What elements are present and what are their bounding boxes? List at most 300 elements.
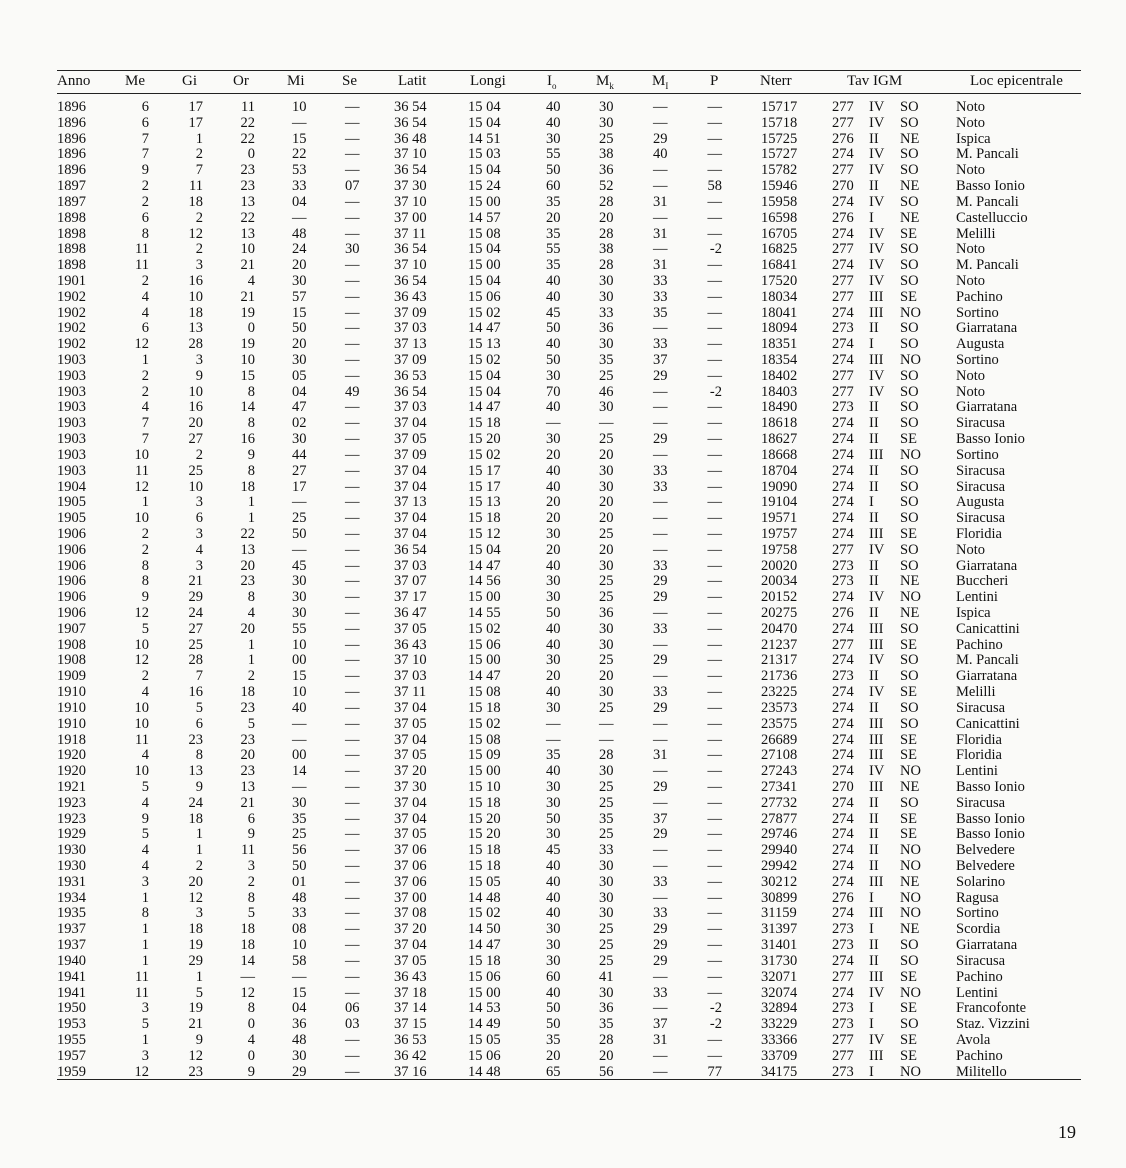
- cell-se: —: [345, 462, 360, 479]
- cell-tav-quad: II: [869, 937, 879, 954]
- cell-longi: 14 53: [468, 1000, 501, 1017]
- cell-longi: 14 48: [468, 1063, 501, 1080]
- cell-tav-quad: II: [869, 557, 879, 574]
- table-row: [57, 495, 1081, 511]
- cell-mi2: —: [653, 446, 668, 463]
- cell-nterr: 18704: [761, 462, 798, 479]
- cell-tav-quad: I: [869, 336, 874, 353]
- table-row: [57, 906, 1081, 922]
- cell-tav-quad: III: [869, 905, 884, 922]
- cell-or: 21: [240, 288, 255, 305]
- table-row: [57, 385, 1081, 401]
- cell-io: 20: [546, 541, 561, 558]
- cell-gi: 16: [188, 684, 203, 701]
- cell-mi: 17: [292, 478, 307, 495]
- cell-nterr: 29942: [761, 858, 798, 874]
- table-row: [57, 448, 1081, 464]
- cell-mi: 10: [292, 636, 307, 653]
- cell-se: —: [345, 446, 360, 463]
- cell-me: 4: [141, 399, 149, 416]
- cell-or: 1: [247, 652, 255, 669]
- cell-tav-dir: SE: [900, 288, 917, 305]
- cell-io: 20: [546, 1047, 561, 1064]
- cell-se: —: [345, 684, 360, 701]
- cell-mi2: 29: [653, 826, 668, 843]
- cell-mi2: —: [653, 763, 668, 780]
- cell-tav-quad: III: [869, 747, 884, 764]
- cell-anno: 1918: [57, 731, 86, 748]
- cell-tav-quad: IV: [869, 1031, 885, 1048]
- table-row: [57, 717, 1081, 733]
- cell-mk: 46: [599, 383, 614, 400]
- table-row: [57, 796, 1081, 812]
- cell-tav-sheet: 274: [832, 699, 854, 716]
- cell-loc: Noto: [956, 99, 985, 115]
- cell-tav-quad: IV: [869, 162, 885, 179]
- cell-me: 7: [141, 146, 149, 163]
- cell-mk: 25: [599, 952, 614, 969]
- cell-or: 8: [247, 889, 255, 906]
- cell-io: 50: [546, 1000, 561, 1017]
- cell-nterr: 18490: [761, 399, 798, 416]
- cell-longi: 15 13: [468, 494, 501, 511]
- cell-mk: 35: [599, 1016, 614, 1033]
- cell-nterr: 31159: [761, 905, 797, 922]
- cell-io: 50: [546, 810, 561, 827]
- cell-or: 10: [240, 352, 255, 368]
- table-row: [57, 242, 1081, 258]
- cell-mi2: —: [653, 636, 668, 653]
- cell-mi2: —: [653, 178, 668, 195]
- cell-me: 11: [135, 257, 149, 274]
- cell-mk: 30: [599, 620, 614, 637]
- cell-mi: 14: [292, 763, 307, 780]
- cell-anno: 1930: [57, 858, 86, 874]
- cell-gi: 17: [188, 114, 203, 131]
- cell-tav-quad: III: [869, 352, 884, 368]
- header-latit: Latit: [398, 73, 427, 89]
- cell-gi: 3: [195, 525, 203, 542]
- cell-tav-sheet: 274: [832, 257, 854, 274]
- cell-mi2: —: [653, 209, 668, 226]
- cell-io: 40: [546, 99, 561, 115]
- cell-me: 10: [134, 699, 149, 716]
- cell-p: —: [707, 415, 722, 432]
- cell-anno: 1957: [57, 1047, 86, 1064]
- cell-anno: 1902: [57, 336, 86, 353]
- cell-or: 0: [247, 1016, 255, 1033]
- cell-mk: 30: [599, 858, 614, 874]
- cell-mi2: 31: [653, 1031, 668, 1048]
- cell-se: —: [345, 1063, 360, 1080]
- cell-me: 1: [141, 952, 149, 969]
- cell-gi: 25: [188, 462, 203, 479]
- cell-or: 23: [240, 573, 255, 590]
- cell-loc: Siracusa: [956, 794, 1006, 811]
- table-row: [57, 559, 1081, 575]
- cell-latit: 37 18: [394, 984, 427, 1001]
- cell-or: 18: [240, 937, 255, 954]
- cell-longi: 15 05: [468, 1031, 501, 1048]
- cell-me: 2: [141, 383, 149, 400]
- cell-latit: 37 04: [394, 794, 427, 811]
- cell-anno: 1937: [57, 937, 86, 954]
- cell-nterr: 15782: [761, 162, 798, 179]
- cell-latit: 37 30: [394, 178, 427, 195]
- cell-se: —: [345, 431, 360, 448]
- cell-gi: 9: [195, 778, 203, 795]
- cell-tav-quad: II: [869, 510, 879, 527]
- cell-mk: 30: [599, 288, 614, 305]
- cell-or: 8: [247, 383, 255, 400]
- cell-tav-sheet: 274: [832, 715, 854, 732]
- cell-tav-quad: I: [869, 921, 874, 938]
- cell-loc: Augusta: [956, 336, 1005, 353]
- cell-loc: Ispica: [956, 605, 991, 621]
- cell-tav-quad: III: [869, 636, 884, 653]
- cell-anno: 1910: [57, 684, 86, 701]
- cell-or: 11: [241, 842, 255, 859]
- cell-tav-sheet: 273: [832, 557, 854, 574]
- cell-me: 2: [141, 541, 149, 558]
- cell-latit: 37 10: [394, 652, 427, 669]
- cell-mi2: —: [653, 794, 668, 811]
- cell-tav-sheet: 274: [832, 478, 854, 495]
- cell-tav-sheet: 274: [832, 431, 854, 448]
- cell-tav-dir: SO: [900, 541, 919, 558]
- cell-io: 30: [546, 921, 561, 938]
- cell-mk: 30: [599, 763, 614, 780]
- cell-mk: 20: [599, 1047, 614, 1064]
- cell-gi: 18: [188, 921, 203, 938]
- cell-latit: 37 05: [394, 952, 427, 969]
- cell-nterr: 18041: [761, 304, 798, 321]
- cell-nterr: 34175: [761, 1063, 798, 1080]
- cell-or: 23: [240, 731, 255, 748]
- cell-anno: 1896: [57, 162, 86, 179]
- cell-mk: 38: [599, 241, 614, 258]
- cell-longi: 15 02: [468, 620, 501, 637]
- cell-loc: Staz. Vizzini: [956, 1016, 1030, 1033]
- cell-tav-quad: II: [869, 668, 879, 685]
- cell-latit: 37 06: [394, 873, 427, 890]
- cell-se: —: [345, 968, 360, 985]
- cell-p: —: [707, 1047, 722, 1064]
- cell-tav-quad: II: [869, 130, 879, 147]
- cell-latit: 37 13: [394, 494, 427, 511]
- cell-tav-quad: II: [869, 858, 879, 874]
- cell-tav-quad: IV: [869, 652, 885, 669]
- cell-gi: 3: [195, 905, 203, 922]
- cell-anno: 1903: [57, 383, 86, 400]
- cell-se: 06: [345, 1000, 360, 1017]
- cell-tav-quad: III: [869, 1047, 884, 1064]
- cell-or: 9: [247, 1063, 255, 1080]
- cell-latit: 36 54: [394, 272, 427, 289]
- cell-or: 13: [240, 193, 255, 210]
- table-row: [57, 416, 1081, 432]
- cell-mi: 15: [292, 668, 307, 685]
- cell-anno: 1896: [57, 114, 86, 131]
- cell-mi2: 29: [653, 937, 668, 954]
- cell-latit: 37 16: [394, 1063, 427, 1080]
- cell-latit: 37 09: [394, 304, 427, 321]
- table-row: [57, 606, 1081, 622]
- cell-mk: 28: [599, 1031, 614, 1048]
- cell-mk: 28: [599, 193, 614, 210]
- cell-me: 4: [141, 684, 149, 701]
- table-row: [57, 116, 1081, 132]
- cell-loc: M. Pancali: [956, 146, 1019, 163]
- cell-tav-quad: IV: [869, 367, 885, 384]
- cell-io: 30: [546, 652, 561, 669]
- cell-anno: 1898: [57, 225, 86, 242]
- cell-io: 30: [546, 525, 561, 542]
- cell-latit: 37 04: [394, 810, 427, 827]
- cell-tav-dir: NO: [900, 905, 921, 922]
- cell-tav-quad: II: [869, 794, 879, 811]
- cell-anno: 1906: [57, 605, 86, 621]
- cell-p: —: [707, 510, 722, 527]
- cell-tav-quad: I: [869, 1000, 874, 1017]
- cell-loc: Floridia: [956, 747, 1002, 764]
- cell-p: —: [707, 952, 722, 969]
- cell-tav-sheet: 277: [832, 968, 854, 985]
- cell-se: —: [345, 747, 360, 764]
- cell-mk: 20: [599, 494, 614, 511]
- cell-latit: 37 17: [394, 589, 427, 606]
- cell-mi: 22: [292, 146, 307, 163]
- cell-latit: 37 05: [394, 431, 427, 448]
- cell-io: 35: [546, 193, 561, 210]
- cell-mk: 25: [599, 937, 614, 954]
- cell-longi: 15 17: [468, 462, 501, 479]
- cell-mk: 25: [599, 573, 614, 590]
- cell-longi: 15 00: [468, 984, 501, 1001]
- cell-longi: 15 17: [468, 478, 501, 495]
- cell-or: 1: [247, 636, 255, 653]
- cell-or: 6: [247, 810, 255, 827]
- cell-tav-sheet: 277: [832, 272, 854, 289]
- cell-loc: Castelluccio: [956, 209, 1028, 226]
- cell-mi2: 37: [653, 1016, 668, 1033]
- cell-tav-sheet: 277: [832, 114, 854, 131]
- cell-me: 12: [134, 336, 149, 353]
- cell-longi: 15 24: [468, 178, 501, 195]
- cell-se: —: [345, 589, 360, 606]
- cell-loc: Siracusa: [956, 510, 1006, 527]
- cell-mi: 56: [292, 842, 307, 859]
- cell-tav-sheet: 276: [832, 889, 854, 906]
- cell-mi2: —: [653, 162, 668, 179]
- cell-latit: 37 03: [394, 668, 427, 685]
- cell-mi: 25: [292, 510, 307, 527]
- cell-nterr: 15725: [761, 130, 798, 147]
- cell-anno: 1906: [57, 557, 86, 574]
- table-row: [57, 258, 1081, 274]
- cell-tav-sheet: 273: [832, 1063, 854, 1080]
- cell-mk: 30: [599, 478, 614, 495]
- table-row: [57, 1065, 1081, 1081]
- table-row: [57, 227, 1081, 243]
- cell-tav-sheet: 274: [832, 810, 854, 827]
- cell-gi: 1: [195, 968, 203, 985]
- cell-anno: 1902: [57, 304, 86, 321]
- cell-tav-dir: SO: [900, 415, 919, 432]
- cell-io: —: [546, 731, 561, 748]
- cell-anno: 1930: [57, 842, 86, 859]
- cell-tav-quad: II: [869, 431, 879, 448]
- cell-io: 20: [546, 446, 561, 463]
- cell-or: 10: [240, 241, 255, 258]
- cell-io: 35: [546, 747, 561, 764]
- cell-latit: 37 11: [394, 225, 427, 242]
- cell-gi: 21: [188, 1016, 203, 1033]
- cell-latit: 37 04: [394, 525, 427, 542]
- cell-loc: M. Pancali: [956, 193, 1019, 210]
- cell-longi: 15 04: [468, 241, 501, 258]
- cell-loc: Sortino: [956, 304, 999, 321]
- cell-tav-sheet: 273: [832, 1016, 854, 1033]
- cell-me: 9: [141, 162, 149, 179]
- cell-longi: 15 13: [468, 336, 501, 353]
- table-row: [57, 321, 1081, 337]
- cell-loc: Noto: [956, 241, 985, 258]
- cell-me: 8: [141, 557, 149, 574]
- cell-tav-quad: II: [869, 952, 879, 969]
- cell-io: 45: [546, 842, 561, 859]
- cell-longi: 15 12: [468, 525, 501, 542]
- cell-mi: 50: [292, 525, 307, 542]
- cell-tav-dir: SO: [900, 557, 919, 574]
- cell-io: 20: [546, 209, 561, 226]
- cell-mi: 20: [292, 257, 307, 274]
- cell-longi: 15 02: [468, 715, 501, 732]
- cell-mi: 00: [292, 652, 307, 669]
- cell-p: —: [707, 431, 722, 448]
- cell-p: —: [707, 130, 722, 147]
- cell-latit: 37 04: [394, 478, 427, 495]
- cell-mk: 30: [599, 984, 614, 1001]
- cell-mi2: 37: [653, 352, 668, 368]
- cell-mi: —: [292, 541, 307, 558]
- cell-p: —: [707, 668, 722, 685]
- cell-p: —: [707, 114, 722, 131]
- cell-me: 1: [141, 921, 149, 938]
- cell-or: —: [240, 968, 255, 985]
- cell-se: —: [345, 130, 360, 147]
- cell-or: 9: [247, 826, 255, 843]
- cell-me: 2: [141, 367, 149, 384]
- cell-mk: 30: [599, 889, 614, 906]
- cell-tav-quad: II: [869, 462, 879, 479]
- cell-tav-quad: IV: [869, 589, 885, 606]
- cell-anno: 1906: [57, 573, 86, 590]
- cell-nterr: 30899: [761, 889, 798, 906]
- cell-se: —: [345, 146, 360, 163]
- cell-gi: 2: [195, 241, 203, 258]
- cell-tav-sheet: 274: [832, 446, 854, 463]
- cell-me: 10: [134, 446, 149, 463]
- cell-longi: 15 04: [468, 114, 501, 131]
- cell-me: 10: [134, 715, 149, 732]
- cell-latit: 37 13: [394, 336, 427, 353]
- cell-latit: 37 08: [394, 905, 427, 922]
- cell-se: 07: [345, 178, 360, 195]
- cell-p: —: [707, 778, 722, 795]
- cell-me: 11: [135, 241, 149, 258]
- table-row: [57, 480, 1081, 496]
- cell-anno: 1898: [57, 209, 86, 226]
- cell-latit: 37 04: [394, 510, 427, 527]
- cell-p: —: [707, 573, 722, 590]
- cell-se: —: [345, 304, 360, 321]
- cell-tav-dir: SO: [900, 937, 919, 954]
- cell-or: 23: [240, 162, 255, 179]
- cell-me: 7: [141, 431, 149, 448]
- cell-anno: 1903: [57, 462, 86, 479]
- cell-tav-sheet: 274: [832, 652, 854, 669]
- cell-nterr: 18351: [761, 336, 798, 353]
- table-row: [57, 622, 1081, 638]
- cell-mi: 30: [292, 573, 307, 590]
- cell-gi: 18: [188, 193, 203, 210]
- cell-tav-dir: SO: [900, 478, 919, 495]
- cell-or: 8: [247, 462, 255, 479]
- cell-mi2: 33: [653, 462, 668, 479]
- cell-longi: 14 51: [468, 130, 501, 147]
- cell-nterr: 15946: [761, 178, 798, 195]
- cell-io: 40: [546, 905, 561, 922]
- cell-mi: 05: [292, 367, 307, 384]
- cell-tav-quad: II: [869, 699, 879, 716]
- cell-or: 4: [247, 1031, 255, 1048]
- cell-mi: 20: [292, 336, 307, 353]
- cell-gi: 23: [188, 1063, 203, 1080]
- cell-mi: 01: [292, 873, 307, 890]
- cell-longi: 15 18: [468, 858, 501, 874]
- cell-p: -2: [709, 241, 722, 258]
- cell-loc: Noto: [956, 114, 985, 131]
- cell-io: 40: [546, 399, 561, 416]
- cell-gi: 2: [195, 146, 203, 163]
- cell-se: —: [345, 557, 360, 574]
- cell-tav-quad: III: [869, 715, 884, 732]
- cell-me: 10: [134, 510, 149, 527]
- cell-tav-sheet: 274: [832, 620, 854, 637]
- cell-anno: 1905: [57, 510, 86, 527]
- cell-mi2: —: [653, 399, 668, 416]
- cell-latit: 36 54: [394, 383, 427, 400]
- cell-p: —: [707, 525, 722, 542]
- cell-longi: 15 04: [468, 99, 501, 115]
- cell-io: 30: [546, 573, 561, 590]
- cell-latit: 37 09: [394, 446, 427, 463]
- cell-se: —: [345, 937, 360, 954]
- cell-p: —: [707, 747, 722, 764]
- cell-longi: 14 49: [468, 1016, 501, 1033]
- cell-mk: 30: [599, 636, 614, 653]
- cell-loc: Ispica: [956, 130, 991, 147]
- cell-loc: Lentini: [956, 763, 998, 780]
- cell-io: 50: [546, 605, 561, 621]
- cell-p: -2: [709, 383, 722, 400]
- cell-longi: 14 47: [468, 320, 501, 337]
- cell-gi: 8: [195, 747, 203, 764]
- table-header: [57, 73, 1081, 91]
- cell-mi2: —: [653, 241, 668, 258]
- cell-loc: Pachino: [956, 636, 1003, 653]
